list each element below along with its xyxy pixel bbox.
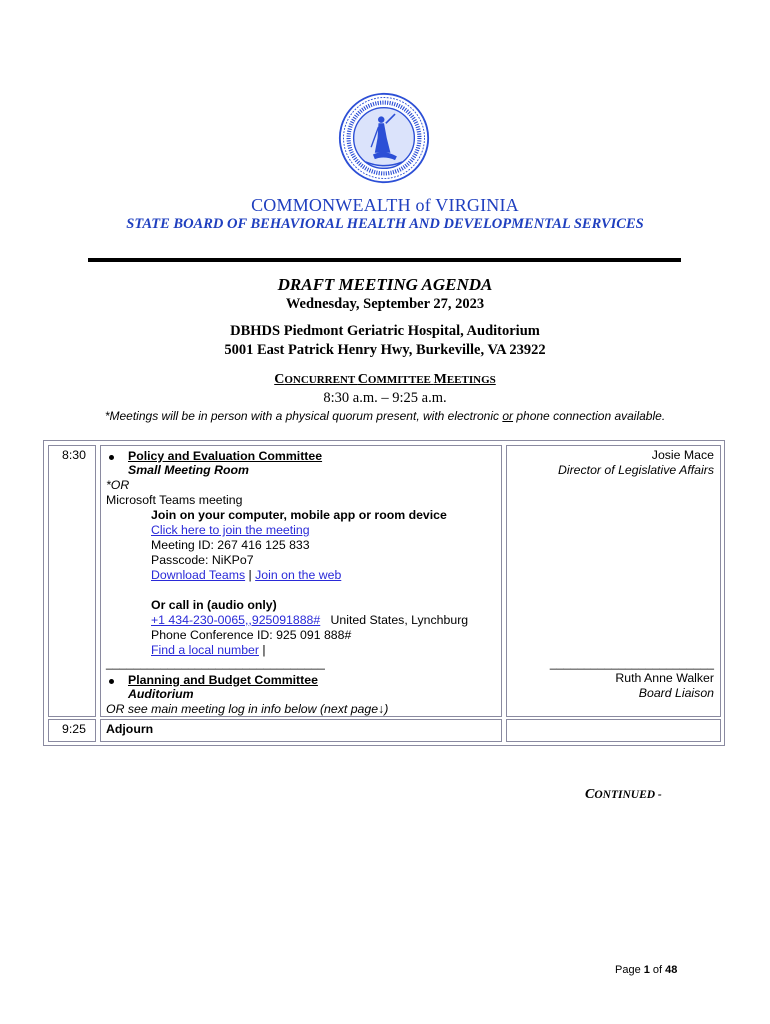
local-number-line: Find a local number | [151, 643, 266, 657]
time-cell [48, 445, 96, 717]
attendance-note: *Meetings will be in person with a physical quorum present, with electronic or phone connection available. [104, 409, 666, 423]
bullet-icon [109, 455, 114, 460]
section-heading: CONCURRENT COMMITTEE MEETINGS [274, 372, 496, 387]
meeting-location-venue: DBHDS Piedmont Geriatric Hospital, Auditorium [230, 323, 540, 339]
committee-room: Small Meeting Room [128, 463, 249, 477]
presenter-name: Josie Mace [651, 448, 714, 462]
presenter-title: Board Liaison [638, 686, 714, 700]
meeting-id: Meeting ID: 267 416 125 833 [151, 538, 310, 552]
or-label: *OR [106, 478, 130, 492]
meeting-location-address: 5001 East Patrick Henry Hwy, Burkeville, VA 23922 [224, 342, 546, 358]
committee-room: Auditorium [128, 687, 194, 701]
login-note: OR see main meeting log in info below (next page↓) [106, 702, 389, 716]
presenter-title: Director of Legislative Affairs [557, 463, 714, 477]
virginia-state-seal-icon [338, 92, 430, 184]
join-heading: Join on your computer, mobile app or room device [151, 508, 447, 522]
agenda-time: 8:30 [62, 448, 86, 462]
phone-line: +1 434-230-0065,,925091888# United States, Lynchburg [151, 613, 469, 627]
presenter-name: Ruth Anne Walker [615, 671, 714, 685]
agenda-table [43, 440, 725, 746]
committee-title: Planning and Budget Committee [128, 673, 318, 687]
meeting-date: Wednesday, September 27, 2023 [285, 296, 485, 312]
header-divider [88, 258, 681, 262]
teams-links: Download Teams | Join on the web [151, 568, 342, 582]
join-on-web-link[interactable]: Join on the web [255, 568, 342, 582]
board-heading: STATE BOARD OF BEHAVIORAL HEALTH AND DEVELOPMENTAL SERVICES [126, 216, 644, 232]
commonwealth-heading: COMMONWEALTH of VIRGINIA [251, 195, 519, 215]
presenter-cell [506, 719, 721, 742]
agenda-item-adjourn: Adjourn [106, 722, 154, 736]
continued-label: CONTINUED - [585, 787, 662, 802]
bullet-icon [109, 679, 114, 684]
presenter-divider: ________________________ [549, 656, 714, 670]
agenda-title: DRAFT MEETING AGENDA [277, 275, 493, 294]
page-number: Page 1 of 48 [615, 964, 678, 976]
item-divider: ________________________________ [106, 656, 325, 670]
conference-id: Phone Conference ID: 925 091 888# [151, 628, 352, 642]
agenda-time: 9:25 [62, 722, 86, 736]
meeting-time-range: 8:30 a.m. – 9:25 a.m. [323, 390, 447, 406]
meeting-passcode: Passcode: NiKPo7 [151, 553, 254, 567]
download-teams-link[interactable]: Download Teams [151, 568, 246, 582]
item-cell [100, 719, 502, 742]
call-in-heading: Or call in (audio only) [151, 598, 277, 612]
find-local-number-link[interactable]: Find a local number [151, 643, 259, 657]
committee-title: Policy and Evaluation Committee [128, 449, 323, 463]
phone-number-link[interactable]: +1 434-230-0065,,925091888# [151, 613, 321, 627]
teams-label: Microsoft Teams meeting [106, 493, 243, 507]
join-meeting-link[interactable]: Click here to join the meeting [151, 523, 310, 537]
